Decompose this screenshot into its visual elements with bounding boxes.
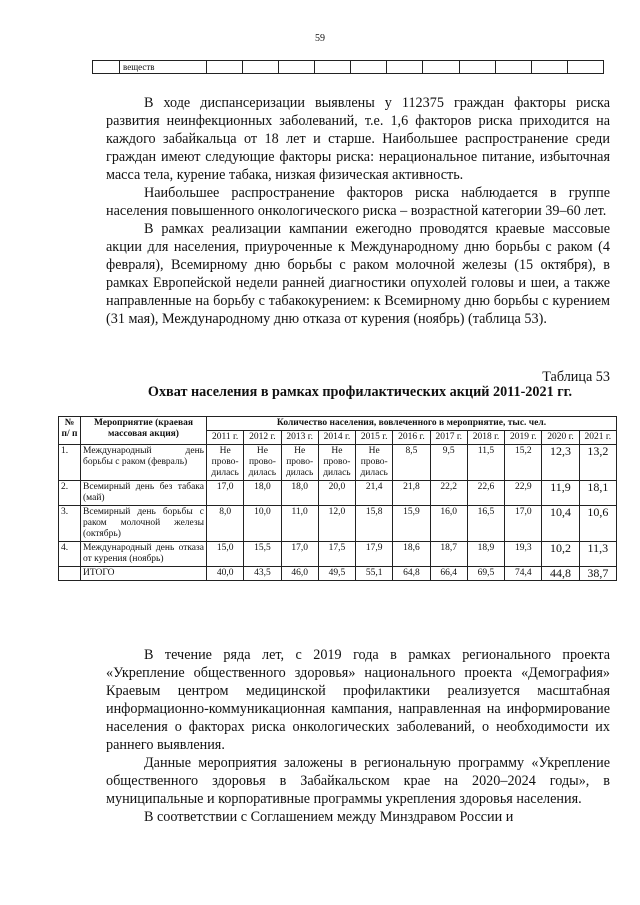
row-value: 17,9 xyxy=(356,542,393,567)
row-value: 10,0 xyxy=(244,506,281,542)
paragraph-agreement: В соответствии с Соглашением между Минздравом России и xyxy=(144,809,514,825)
row-value: 21,8 xyxy=(393,481,430,506)
table-row xyxy=(59,445,617,481)
row-value: 16,5 xyxy=(467,506,504,542)
row-activity: Международный день борьбы с раком (февраль) xyxy=(81,445,207,481)
row-value: 18,9 xyxy=(467,542,504,567)
row-value: Не прово-дилась xyxy=(318,445,355,481)
row-value: 46,0 xyxy=(281,567,318,581)
prevention-campaigns-table xyxy=(58,416,617,581)
row-value: 10,2 xyxy=(542,542,579,567)
row-value: 43,5 xyxy=(244,567,281,581)
header-activity: Мероприятие (краевая массовая акция) xyxy=(81,417,207,445)
intro-text xyxy=(106,94,610,328)
row-value: 11,0 xyxy=(281,506,318,542)
row-value: 44,8 xyxy=(542,567,579,581)
row-value: 22,9 xyxy=(505,481,542,506)
row-value: 74,4 xyxy=(505,567,542,581)
row-value: 18,0 xyxy=(281,481,318,506)
table-row xyxy=(59,567,617,581)
row-value: 11,5 xyxy=(467,445,504,481)
row-value: 11,3 xyxy=(579,542,616,567)
row-value: 19,3 xyxy=(505,542,542,567)
row-value: Не прово-дилась xyxy=(281,445,318,481)
row-number: 2. xyxy=(59,481,81,506)
header-year: 2013 г. xyxy=(281,431,318,445)
row-value: 18,7 xyxy=(430,542,467,567)
row-value: 18,1 xyxy=(579,481,616,506)
row-value: 15,8 xyxy=(356,506,393,542)
row-value: 8,5 xyxy=(393,445,430,481)
header-population-group: Количество населения, вовлеченного в мероприятие, тыс. чел. xyxy=(207,417,617,431)
header-year: 2012 г. xyxy=(244,431,281,445)
closing-text xyxy=(106,646,610,826)
row-value: 16,0 xyxy=(430,506,467,542)
table-title: Охват населения в рамках профилактических акций 2011-2021 гг. xyxy=(147,384,573,400)
row-value: 22,2 xyxy=(430,481,467,506)
row-value: 18,0 xyxy=(244,481,281,506)
row-value: 49,5 xyxy=(318,567,355,581)
table-number: Таблица 53 xyxy=(542,369,610,385)
row-number xyxy=(59,567,81,581)
row-value: 15,0 xyxy=(207,542,244,567)
row-value: 17,0 xyxy=(281,542,318,567)
row-value: Не прово-дилась xyxy=(356,445,393,481)
row-value: 17,5 xyxy=(318,542,355,567)
row-value: 17,0 xyxy=(505,506,542,542)
table-row xyxy=(59,542,617,567)
row-value: 15,2 xyxy=(505,445,542,481)
header-year: 2014 г. xyxy=(318,431,355,445)
row-value: 8,0 xyxy=(207,506,244,542)
row-activity: Международный день отказа от курения (ноябрь) xyxy=(81,542,207,567)
header-number: № п/ п xyxy=(59,417,81,445)
row-value: 17,0 xyxy=(207,481,244,506)
row-value: 22,6 xyxy=(467,481,504,506)
header-year: 2017 г. xyxy=(430,431,467,445)
row-value: 13,2 xyxy=(579,445,616,481)
row-value: 20,0 xyxy=(318,481,355,506)
header-year: 2011 г. xyxy=(207,431,244,445)
row-number: 4. xyxy=(59,542,81,567)
header-year: 2019 г. xyxy=(505,431,542,445)
row-value: 15,9 xyxy=(393,506,430,542)
row-value: 55,1 xyxy=(356,567,393,581)
row-number: 1. xyxy=(59,445,81,481)
row-value: 12,3 xyxy=(542,445,579,481)
row-value: 21,4 xyxy=(356,481,393,506)
row-value: 66,4 xyxy=(430,567,467,581)
row-value: 38,7 xyxy=(579,567,616,581)
row-value: 40,0 xyxy=(207,567,244,581)
header-year: 2021 г. xyxy=(579,431,616,445)
fragment-label: веществ xyxy=(120,61,207,74)
row-value: 69,5 xyxy=(467,567,504,581)
row-value: 9,5 xyxy=(430,445,467,481)
header-year: 2018 г. xyxy=(467,431,504,445)
row-value: 11,9 xyxy=(542,481,579,506)
row-value: 64,8 xyxy=(393,567,430,581)
previous-table-fragment xyxy=(92,60,604,74)
row-value: 12,0 xyxy=(318,506,355,542)
paragraph-regional-project: В течение ряда лет, с 2019 года в рамках регионального проекта «Укрепление общественного здоровья» национального проекта «Демография» Краевым центром медицинской профилактики реализуется масштабная информационно-коммуникационная кампания, направленная на информирование населения о факторах риска онкологических заболеваний, о необходимости их раннего выявления. xyxy=(106,647,610,753)
row-activity: Всемирный день борьбы с раком молочной железы (октябрь) xyxy=(81,506,207,542)
page-number: 59 xyxy=(315,33,325,44)
table-row xyxy=(59,481,617,506)
row-activity: ИТОГО xyxy=(81,567,207,581)
row-value: 10,4 xyxy=(542,506,579,542)
table-row xyxy=(59,506,617,542)
row-activity: Всемирный день без табака (май) xyxy=(81,481,207,506)
row-value: Не прово-дилась xyxy=(207,445,244,481)
header-year: 2016 г. xyxy=(393,431,430,445)
paragraph-regional-program: Данные мероприятия заложены в региональную программу «Укрепление общественного здоровья в Забайкальском крае на 2020–2024 годы», в муниципальные и корпоративные программы укрепления здоровья населения. xyxy=(106,755,610,807)
row-value: 15,5 xyxy=(244,542,281,567)
header-year: 2020 г. xyxy=(542,431,579,445)
row-value: Не прово-дилась xyxy=(244,445,281,481)
paragraph-campaigns: В рамках реализации кампании ежегодно проводятся краевые массовые акции для населения, приуроченные к Международному дню борьбы с раком (4 февраля), Всемирному дню борьбы с раком молочной железы (15 октября), в рамках Европейской недели ранней диагностики опухолей головы и шеи, а также направленные на борьбу с табакокурением: к Всемирному дню борьбы с курением (31 мая), Международному дню отказа от курения (ноябрь) (таблица 53). xyxy=(106,221,610,327)
header-year: 2015 г. xyxy=(356,431,393,445)
row-value: 10,6 xyxy=(579,506,616,542)
paragraph-risk-factors: В ходе диспансеризации выявлены у 112375 граждан факторы риска развития неинфекционных заболеваний, т.е. 1,6 факторов риска приходится на каждого забайкальца от 18 лет и старше. Наибольшее распространение среди граждан имеют следующие факторы риска: нерациональное питание, избыточная масса тела, курение табака, низкая физическая активность. xyxy=(106,95,610,183)
paragraph-age-group: Наибольшее распространение факторов риска наблюдается в группе населения повышенного онкологического риска – возрастной категории 39–60 лет. xyxy=(106,185,610,219)
row-number: 3. xyxy=(59,506,81,542)
row-value: 18,6 xyxy=(393,542,430,567)
